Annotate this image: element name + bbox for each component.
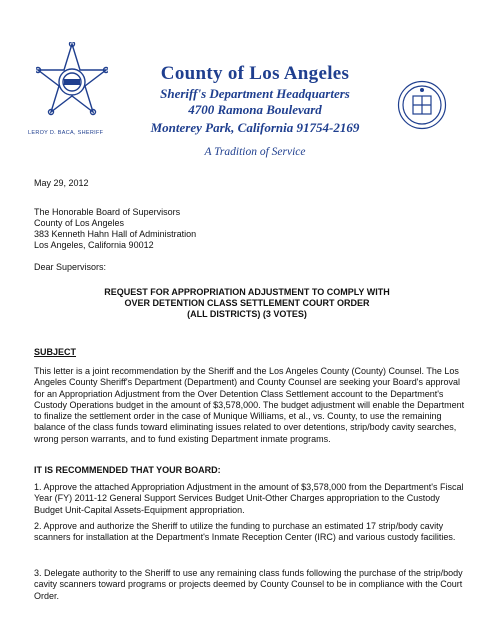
recommended-label: IT IS RECOMMENDED THAT YOUR BOARD: bbox=[34, 465, 221, 475]
letterhead-line-1: Sheriff's Department Headquarters bbox=[160, 86, 350, 101]
county-seal bbox=[397, 80, 447, 130]
recommendation-3: 3. Delegate authority to the Sheriff to use any remaining class funds following the purchase of the strip/body cavity scanners toward programs or projects deemed by County Counsel to be in compliance with the Court Order. bbox=[34, 568, 463, 601]
sheriff-name: LEROY D. BACA, SHERIFF bbox=[28, 130, 104, 136]
salutation: Dear Supervisors: bbox=[34, 262, 107, 272]
subject-label: SUBJECT bbox=[34, 347, 77, 357]
address-line-4: Los Angeles, California 90012 bbox=[34, 240, 154, 250]
letterhead-tagline: A Tradition of Service bbox=[204, 146, 306, 158]
letterhead-line-3: Monterey Park, California 91754-2169 bbox=[150, 120, 360, 135]
letterhead-title: County of Los Angeles bbox=[160, 63, 350, 84]
heading-line-2: OVER DETENTION CLASS SETTLEMENT COURT ORDER bbox=[124, 298, 370, 308]
letterhead-line-2: 4700 Ramona Boulevard bbox=[188, 102, 322, 117]
letter-date: May 29, 2012 bbox=[34, 178, 89, 188]
address-line-2: County of Los Angeles bbox=[34, 218, 125, 228]
sheriff-star-badge bbox=[36, 42, 108, 126]
heading-line-1: REQUEST FOR APPROPRIATION ADJUSTMENT TO COMPLY WITH bbox=[104, 287, 390, 297]
subject-body: This letter is a joint recommendation by the Sheriff and the Los Angeles County (County) Counsel. The Los Angeles County Sheriff's Department (Department) and County Counsel are seeking your Board's approval for an Appropriation Adjustment from the Over Detention Class Settlement account to the Department's Custody Operations budget in the amount of $3,578,000. The budget adjustment will enable the Department to finalize the settlement order in the case of Munique Williams, et al., vs. County, to use the remaining balance of the class funds toward eliminating issues related to over detentions, strip/body cavity searches, wrong person warrants, and to fund existing Department inmate programs. bbox=[34, 366, 465, 444]
address-line-3: 383 Kenneth Hahn Hall of Administration bbox=[34, 229, 197, 239]
heading-line-3: (ALL DISTRICTS) (3 VOTES) bbox=[187, 309, 307, 319]
recommendation-2: 2. Approve and authorize the Sheriff to utilize the funding to purchase an estimated 17 strip/body cavity scanners for installation at the Department's Inmate Reception Center (IRC) and various custody facilities. bbox=[34, 521, 456, 543]
address-line-1: The Honorable Board of Supervisors bbox=[34, 207, 181, 217]
recommendation-1: 1. Approve the attached Appropriation Adjustment in the amount of $3,578,000 from the Department's Fiscal Year (FY) 2011-12 General Support Services Budget Unit-Other Charges appropriation to the Custody Budget Unit-Capital Assets-Equipment appropriation. bbox=[34, 482, 464, 515]
